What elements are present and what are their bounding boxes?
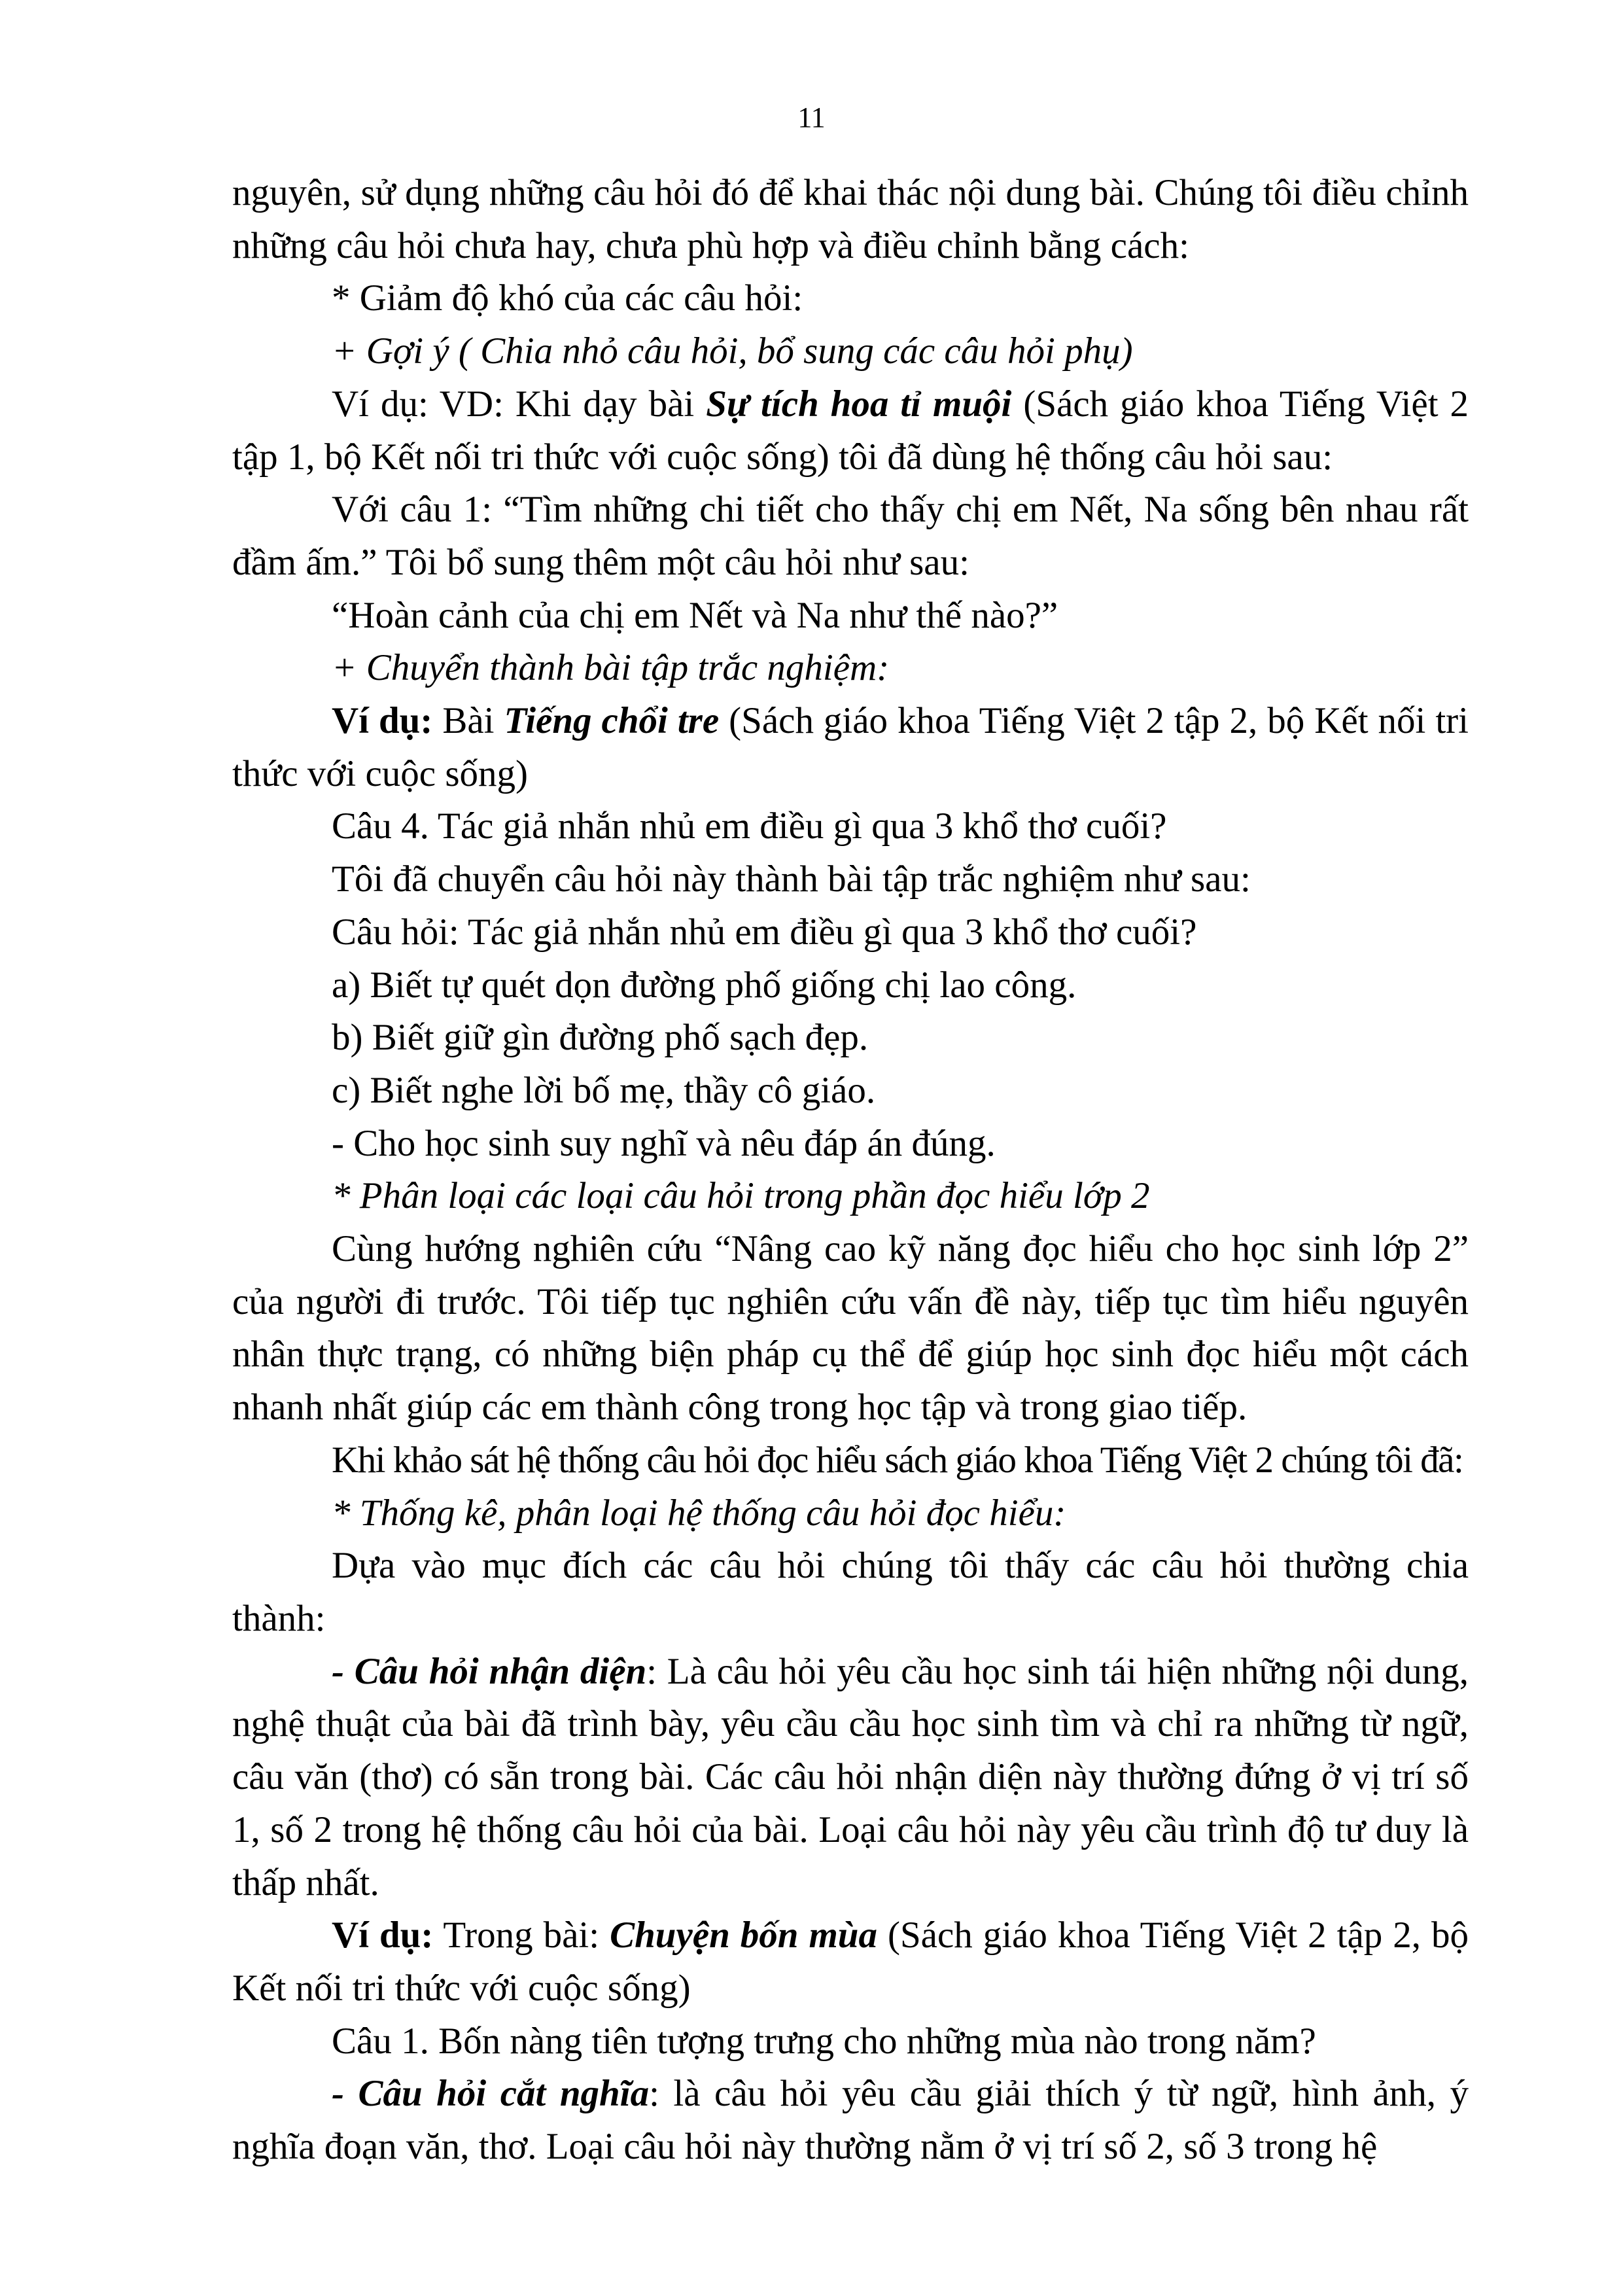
paragraph [232, 378, 1469, 484]
text-run: : là câu hỏi yêu cầu giải thích ý từ ngữ, hình ảnh, ý nghĩa đoạn văn, thơ. Loại câu hỏi này thường nằm ở vị trí số 2, số 3 trong hệ [232, 2073, 1469, 2168]
paragraph [232, 2068, 1469, 2173]
paragraph: Khi khảo sát hệ thống câu hỏi đọc hiểu sách giáo khoa Tiếng Việt 2 chúng tôi đã: [332, 1439, 1463, 1481]
paragraph: + Gợi ý ( Chia nhỏ câu hỏi, bổ sung các câu hỏi phụ) [332, 330, 1133, 372]
paragraph: Câu 1. Bốn nàng tiên tượng trưng cho những mùa nào trong năm? [332, 2020, 1316, 2062]
paragraph [232, 1646, 1469, 1910]
text-run: Ví dụ: VD: Khi dạy bài [332, 383, 707, 425]
paragraph [232, 695, 1469, 800]
section-heading: * Phân loại các loại câu hỏi trong phần đọc hiểu lớp 2 [332, 1175, 1150, 1217]
paragraph: “Hoàn cảnh của chị em Nết và Na như thế nào?” [332, 594, 1058, 636]
text-run: Bài [432, 700, 504, 742]
text-run: : Là câu hỏi yêu cầu học sinh tái hiện những nội dung, nghệ thuật của bài đã trình bày, yêu cầu cầu học sinh tìm và chỉ ra những từ ngữ, câu văn (thơ) có sẵn trong bài. Các câu hỏi nhận diện này thường đứng ở vị trí số 1, số 2 trong hệ thống câu hỏi của bài. Loại câu hỏi này yêu cầu trình độ tư duy là thấp nhất. [232, 1650, 1469, 1903]
example-label: Ví dụ: [332, 700, 433, 742]
text-run: (Sách giáo khoa Tiếng Việt 2 tập 1, bộ Kết nối tri thức với cuộc sống) tôi đã dùng hệ thống câu hỏi sau: [232, 383, 1469, 478]
text-run: (Sách giáo khoa Tiếng Việt 2 tập 2, bộ Kết nối tri thức với cuộc sống) [232, 700, 1469, 794]
example-label: Ví dụ: [332, 1915, 434, 1956]
lesson-title: Chuyện bốn mùa [610, 1915, 877, 1956]
paragraph: Với câu 1: “Tìm những chi tiết cho thấy chị em Nết, Na sống bên nhau rất đầm ấm.” Tôi bổ sung thêm một câu hỏi như sau: [232, 489, 1469, 583]
paragraph: Dựa vào mục đích các câu hỏi chúng tôi thấy các câu hỏi thường chia thành: [232, 1545, 1469, 1639]
paragraph: Câu hỏi: Tác giả nhắn nhủ em điều gì qua 3 khổ thơ cuối? [332, 911, 1197, 953]
paragraph: Tôi đã chuyển câu hỏi này thành bài tập trắc nghiệm như sau: [332, 858, 1251, 900]
term-label: - Câu hỏi nhận diện [332, 1650, 647, 1692]
section-heading: * Thống kê, phân loại hệ thống câu hỏi đọc hiểu: [332, 1492, 1066, 1534]
paragraph: * Giảm độ khó của các câu hỏi: [332, 277, 803, 319]
paragraph: + Chuyển thành bài tập trắc nghiệm: [332, 647, 890, 689]
paragraph: Cùng hướng nghiên cứu “Nâng cao kỹ năng đọc hiểu cho học sinh lớp 2” của người đi trước. Tôi tiếp tục nghiên cứu vấn đề này, tiếp tục tìm hiểu nguyên nhân thực trạng, có những biện pháp cụ thể để giúp học sinh đọc hiểu một cách nhanh nhất giúp các em thành công trong học tập và trong giao tiếp. [232, 1228, 1469, 1428]
paragraph [232, 1909, 1469, 2015]
answer-option: c) Biết nghe lời bố mẹ, thầy cô giáo. [332, 1069, 876, 1111]
paragraph: nguyên, sử dụng những câu hỏi đó để khai thác nội dung bài. Chúng tôi điều chỉnh những câu hỏi chưa hay, chưa phù hợp và điều chỉnh bằng cách: [232, 172, 1469, 266]
page-number: 11 [797, 101, 826, 133]
lesson-title: Sự tích hoa tỉ muội [706, 383, 1012, 425]
paragraph: Câu 4. Tác giả nhắn nhủ em điều gì qua 3 khổ thơ cuối? [332, 805, 1167, 847]
paragraph: - Cho học sinh suy nghĩ và nêu đáp án đúng. [332, 1122, 996, 1164]
answer-option: b) Biết giữ gìn đường phố sạch đẹp. [332, 1017, 869, 1059]
text-run: Trong bài: [433, 1915, 610, 1956]
answer-option: a) Biết tự quét dọn đường phố giống chị lao công. [332, 964, 1077, 1006]
term-label: - Câu hỏi cắt nghĩa [332, 2073, 650, 2115]
document-body [232, 167, 1469, 2174]
lesson-title: Tiếng chổi tre [504, 700, 720, 742]
text-run: (Sách giáo khoa Tiếng Việt 2 tập 2, bộ Kết nối tri thức với cuộc sống) [232, 1915, 1469, 2009]
